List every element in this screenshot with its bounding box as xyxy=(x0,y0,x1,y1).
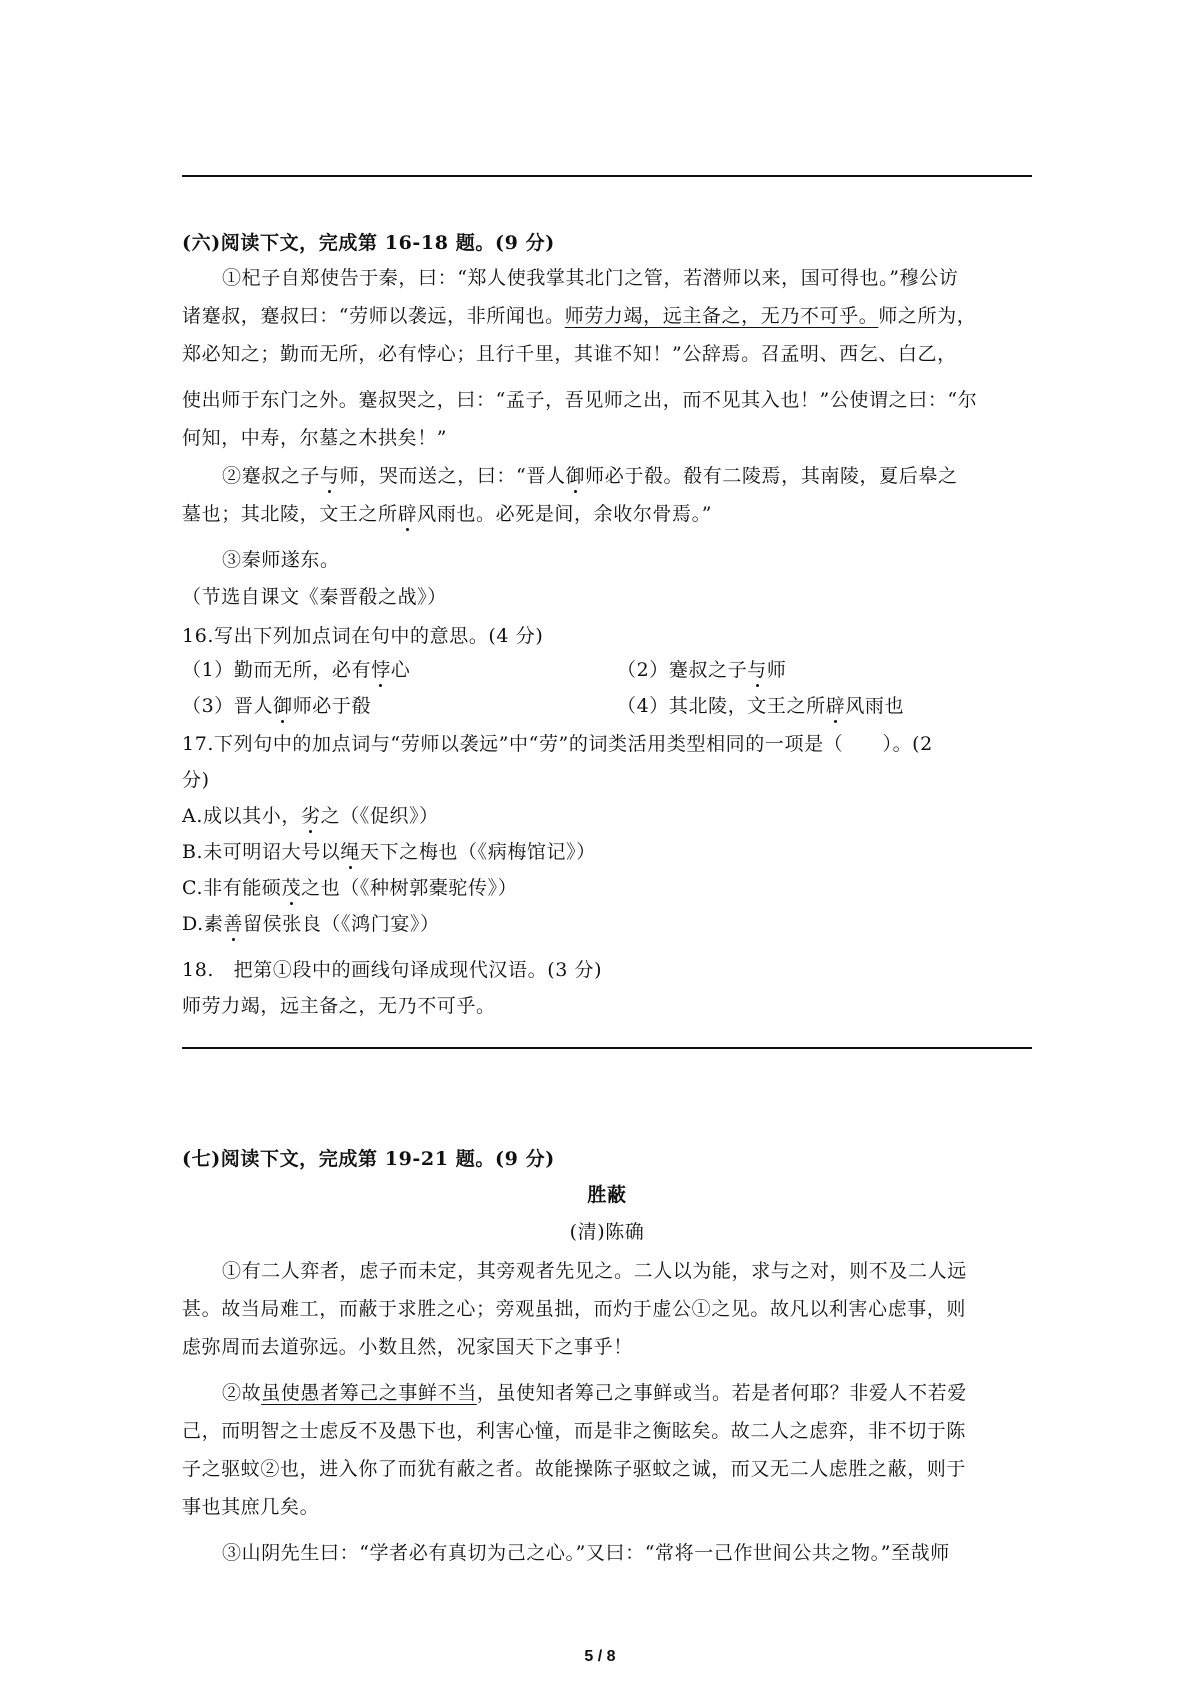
dotted-word: 绳 xyxy=(340,841,361,863)
essay-p1-line2: 甚。故当局难工，而蔽于求胜之心；旁观虽拙，而灼于虚公①之见。故凡以利害心虑事，则 xyxy=(182,1298,967,1320)
essay-p2-line4: 事也其庶几矣。 xyxy=(182,1496,320,1518)
dotted-word: 善 xyxy=(223,913,244,935)
passage-p2-line1: ②蹇叔之子与师，哭而送之，曰：“晋人御师必于殽。殽有二陵焉，其南陵，夏后皋之 xyxy=(222,465,958,487)
question-17-option-b: B.未可明诏大号以绳天下之梅也（《病梅馆记》） xyxy=(182,841,596,863)
question-16-item2: （2）蹇叔之子与师 xyxy=(617,659,787,681)
passage-title: 胜蔽 xyxy=(587,1184,627,1206)
passage-source: （节选自课文《秦晋殽之战》） xyxy=(182,586,447,608)
question-17-stem-line2: 分) xyxy=(182,769,210,791)
passage-author: (清)陈确 xyxy=(569,1221,645,1243)
essay-p3-line1: ③山阴先生曰：“学者必有真切为己之心。”又曰：“常将一己作世间公共之物。”至哉师 xyxy=(222,1542,950,1564)
essay-p2-line3: 子之驱蚊②也，进入你了而犹有蔽之者。故能操陈子驱蚊之诚，而又无二人虑胜之蔽，则于 xyxy=(182,1458,967,1480)
dotted-word: 辟 xyxy=(825,695,846,717)
top-divider xyxy=(182,175,1032,177)
dotted-word: 与 xyxy=(747,659,767,681)
essay-p2-line2: 己，而明智之士虑反不及愚下也，利害心憧，而是非之衡眩矣。故二人之虑弈，非不切于陈 xyxy=(182,1420,967,1442)
passage-p1-line1: ①杞子自郑使告于秦，曰：“郑人使我掌其北门之管，若潜师以来，国可得也。”穆公访 xyxy=(222,267,959,289)
essay-p2-line1: ②故虽使愚者筹己之事鲜不当，虽使知者筹己之事鲜或当。若是者何耶？非爱人不若爱 xyxy=(222,1382,967,1404)
passage-p1-line3: 郑必知之；勤而无所，必有悖心；且行千里，其谁不知！”公辞焉。召孟明、西乞、白乙， xyxy=(182,343,957,365)
middle-divider xyxy=(182,1047,1032,1049)
underlined-sentence: 师劳力竭，远主备之，无乃不可乎。 xyxy=(564,305,879,327)
passage-p1-line4: 使出师于东门之外。蹇叔哭之，曰：“孟子，吾见师之出，而不见其入也！”公使谓之曰：“尔 xyxy=(182,389,978,411)
dotted-word: 御 xyxy=(565,465,586,487)
dotted-word: 御 xyxy=(273,695,293,717)
question-18-stem: 18. 把第①段中的画线句译成现代汉语。(3 分) xyxy=(182,959,603,981)
question-17-option-d: D.素善留侯张良（《鸿门宴》） xyxy=(182,913,440,935)
underlined-sentence: 虽使愚者筹己之事鲜不当 xyxy=(261,1382,477,1404)
question-17-option-c: C.非有能硕茂之也（《种树郭橐驼传》） xyxy=(182,877,518,899)
question-17-option-a: A.成以其小，劣之（《促织》） xyxy=(182,805,439,827)
question-16-item4: （4）其北陵，文王之所辟风雨也 xyxy=(617,695,905,717)
page-number: 5 / 8 xyxy=(584,1648,616,1665)
section-six-heading: (六)阅读下文，完成第 16-18 题。(9 分) xyxy=(182,232,555,254)
passage-p1-line5: 何知，中寿，尔墓之木拱矣！” xyxy=(182,427,448,449)
dotted-word: 与 xyxy=(320,465,340,487)
dotted-word: 辟 xyxy=(397,503,418,525)
passage-p3: ③秦师遂东。 xyxy=(222,549,340,571)
question-16-item3: （3）晋人御师必于殽 xyxy=(182,695,372,717)
section-seven-heading: (七)阅读下文，完成第 19-21 题。(9 分) xyxy=(182,1148,555,1170)
essay-p1-line1: ①有二人弈者，虑子而未定，其旁观者先见之。二人以为能，求与之对，则不及二人远 xyxy=(222,1260,967,1282)
dotted-word: 劣 xyxy=(300,805,321,827)
passage-p2-line2: 墓也；其北陵，文王之所辟风雨也。必死是间，余收尔骨焉。” xyxy=(182,503,713,525)
passage-p1-line2: 诸蹇叔，蹇叔曰：“劳师以袭远，非所闻也。师劳力竭，远主备之，无乃不可乎。师之所为， xyxy=(182,305,977,327)
dotted-word: 茂 xyxy=(281,877,302,899)
question-18-sentence: 师劳力竭，远主备之，无乃不可乎。 xyxy=(182,995,496,1017)
dotted-word: 悖 xyxy=(371,659,391,681)
essay-p1-line3: 虑弥周而去道弥远。小数且然，况家国天下之事乎！ xyxy=(182,1336,633,1358)
question-17-stem-line1: 17.下列句中的加点词与“劳师以袭远”中“劳”的词类活用类型相同的一项是（ ）。(2 xyxy=(182,733,933,755)
question-16-item1: （1）勤而无所，必有悖心 xyxy=(182,659,411,681)
question-16-stem: 16.写出下列加点词在句中的意思。(4 分) xyxy=(182,625,544,647)
